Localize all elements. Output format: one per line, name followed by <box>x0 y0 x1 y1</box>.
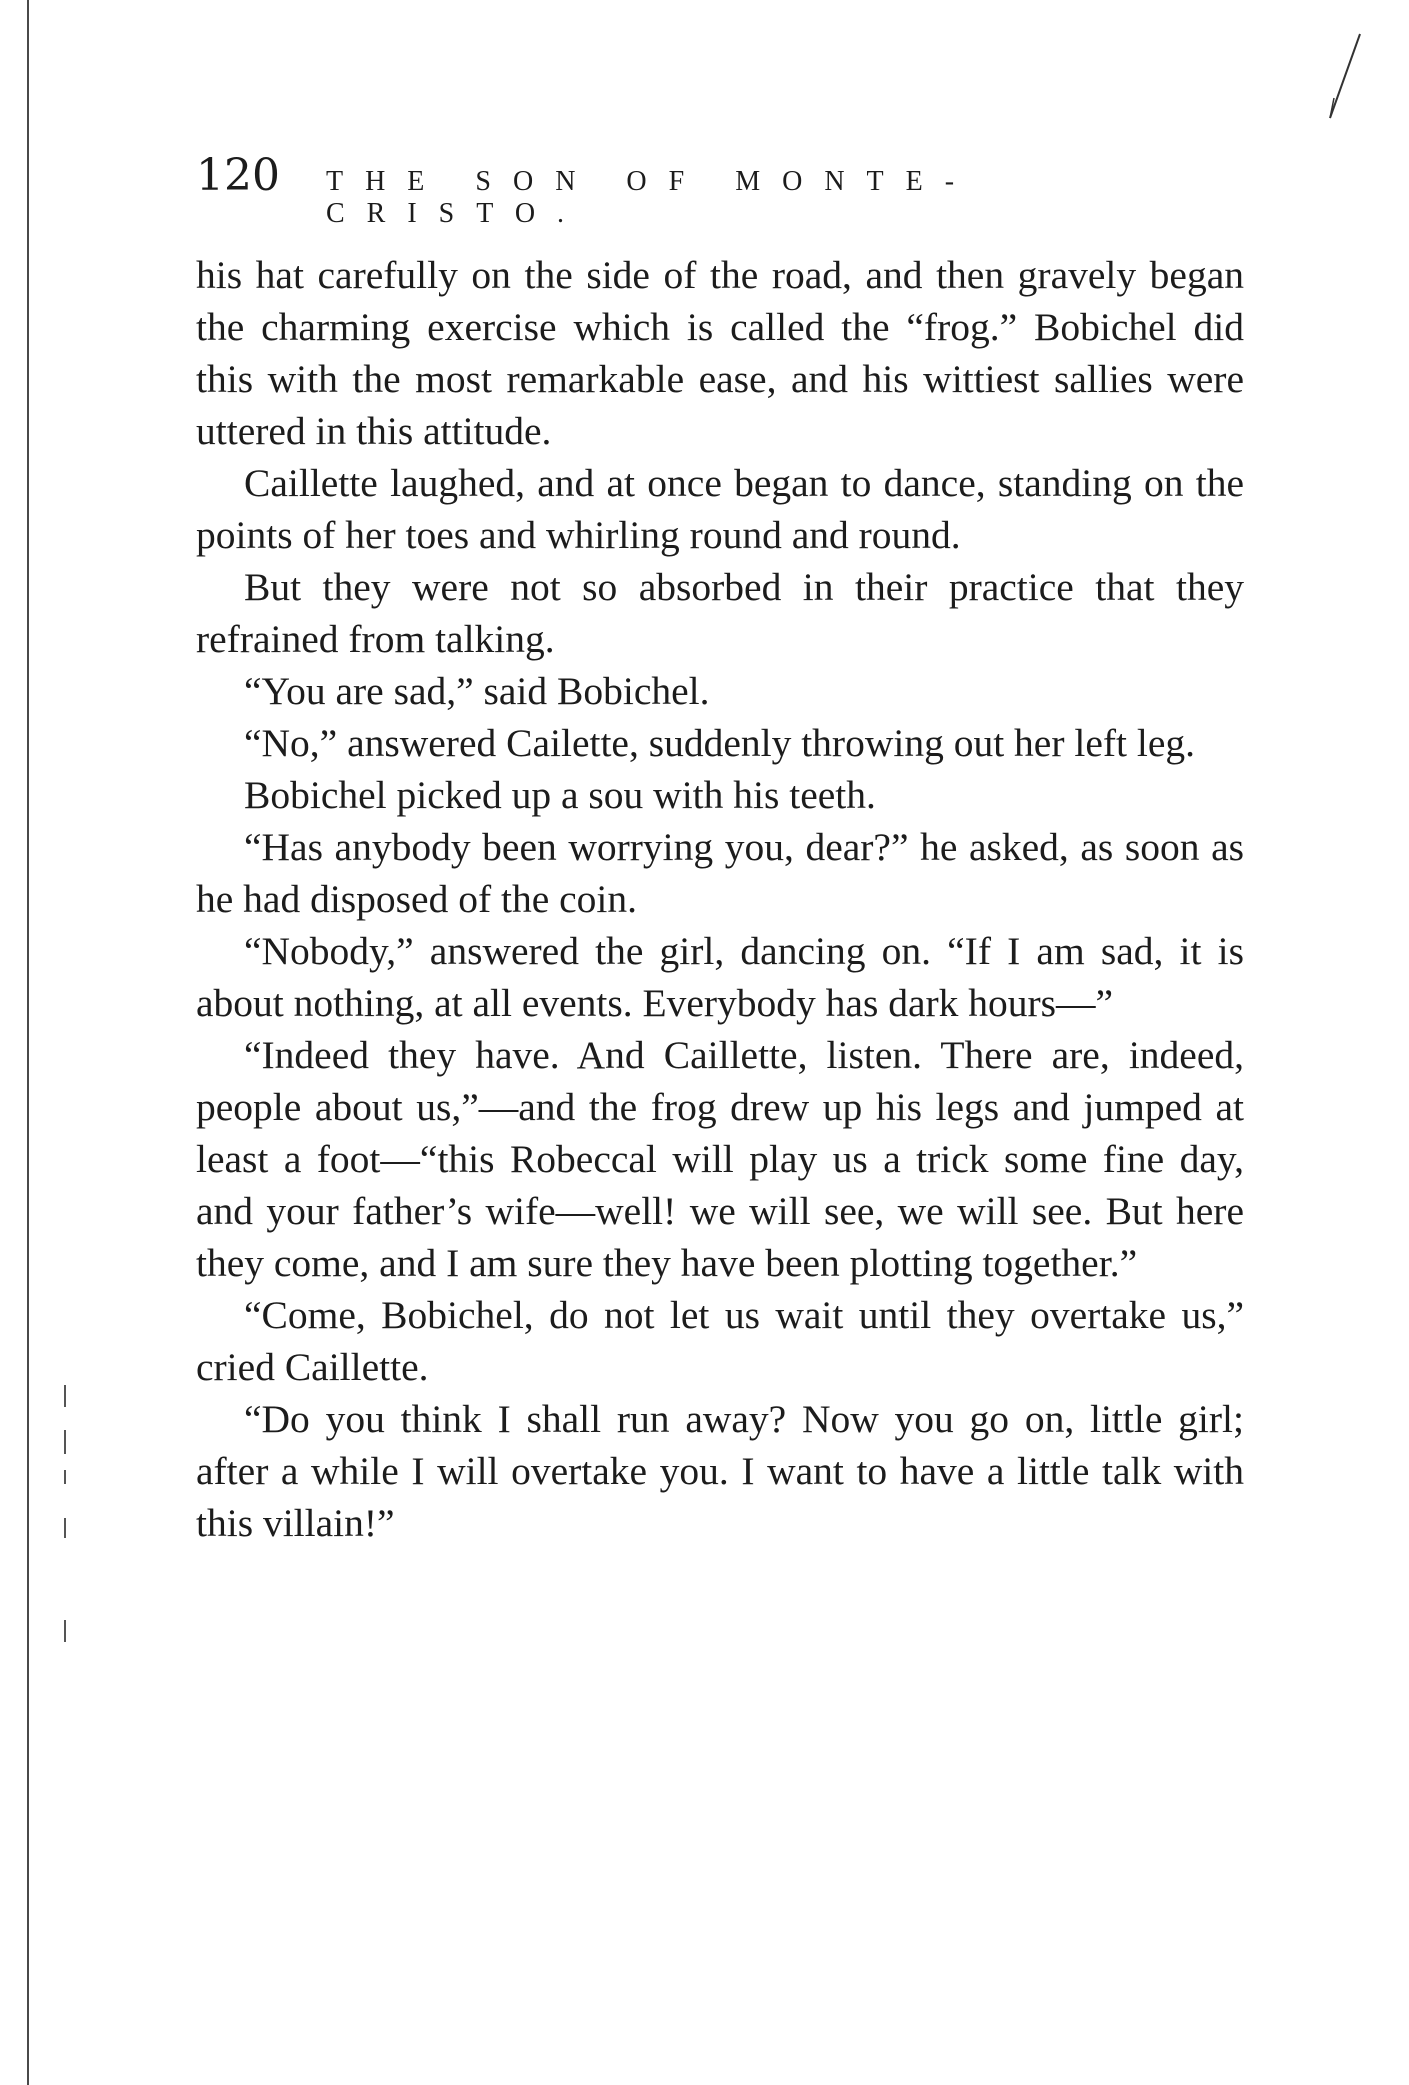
paragraph: “Nobody,” answered the girl, dancing on. “If I am sad, it is about nothing, at all events. Everybody has dark hours—” <box>196 929 1244 1025</box>
paragraph: his hat carefully on the side of the road, and then gravely began the charming exercise which is called the “frog.” Bobichel did this with the most remarkable ease, and his wittiest sallies were uttered in this attitude. <box>196 253 1244 453</box>
paragraph: “Indeed they have. And Caillette, listen. There are, indeed, people about us,”—and the frog drew up his legs and jumped at least a foot—“this Robeccal will play us a trick some fine day, and your father’s wife—well! we will see, we will see. But here they come, and I am sure they have been plotting together.” <box>196 1033 1244 1285</box>
paragraph: Caillette laughed, and at once began to dance, standing on the points of her toes and whirling round and round. <box>196 461 1244 557</box>
paragraph: “Come, Bobichel, do not let us wait until they overtake us,” cried Caillette. <box>196 1293 1244 1389</box>
gutter-mark <box>64 1430 66 1454</box>
paragraph: Bobichel picked up a sou with his teeth. <box>244 773 876 817</box>
gutter-mark <box>64 1470 66 1484</box>
paragraph: “Do you think I shall run away? Now you go on, little girl; after a while I will overtake you. I want to have a little talk with this villain!” <box>196 1397 1244 1545</box>
gutter-mark <box>64 1518 66 1538</box>
gutter-mark <box>64 1620 66 1642</box>
paragraph: “You are sad,” said Bobichel. <box>244 669 710 713</box>
page-number: 120 <box>196 150 280 201</box>
page-edge-rule <box>27 0 29 2085</box>
paragraph: But they were not so absorbed in their practice that they refrained from talking. <box>196 565 1244 661</box>
paragraph: “Has anybody been worrying you, dear?” he asked, as soon as he had disposed of the coin. <box>196 825 1244 921</box>
running-title: THE SON OF MONTE-CRISTO. <box>325 166 977 229</box>
paragraph: “No,” answered Cailette, suddenly throwing out her left leg. <box>244 721 1196 765</box>
body-text <box>196 249 1244 1549</box>
gutter-mark <box>64 1385 66 1407</box>
pencil-mark-icon <box>1312 28 1372 128</box>
page-header <box>196 150 1196 229</box>
